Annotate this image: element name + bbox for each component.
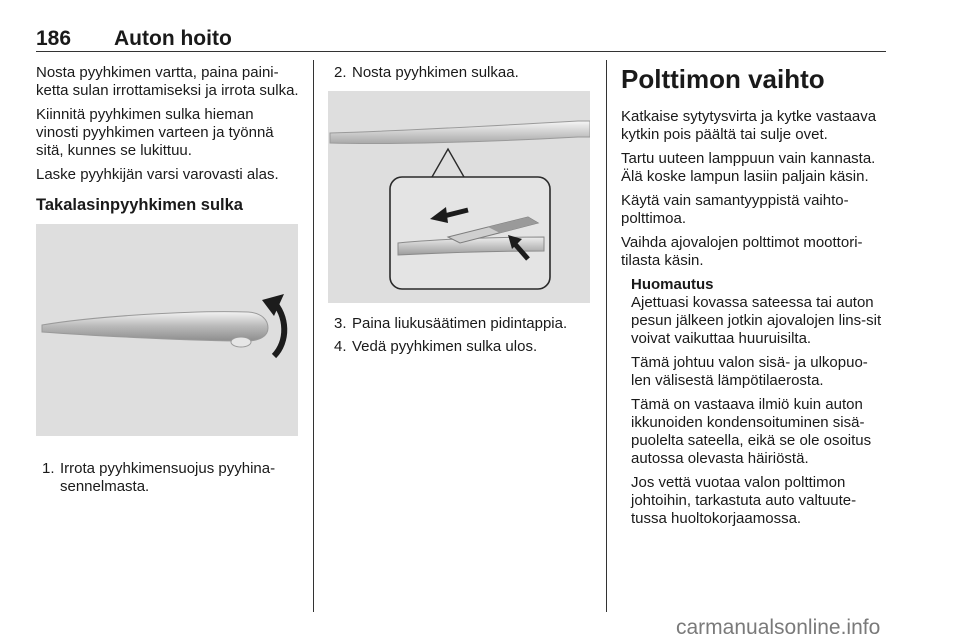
step-text: Nosta pyyhkimen sulkaa. [352, 64, 519, 81]
steps-list [36, 460, 300, 496]
chapter-title: Auton hoito [114, 27, 232, 50]
step-number: 3. [334, 315, 347, 332]
paragraph: Katkaise sytytysvirta ja kytke vastaava kytkin pois päältä tai sulje ovet. [621, 108, 877, 143]
paragraph: Vaihda ajovalojen polttimot moottori-tilasta käsin. [621, 234, 863, 269]
wiper-blade-detail-illustration [328, 91, 590, 303]
column-divider-1 [313, 60, 314, 612]
note-paragraph: Ajettuasi kovassa sateessa tai auton pesun jälkeen jotkin ajovalojen lins-sit voivat vaikuttaa huuruisilta. [631, 294, 882, 347]
paragraph: Käytä vain samantyyppistä vaihto-polttimoa. [621, 192, 849, 227]
list-item [328, 338, 594, 356]
paragraph: Kiinnitä pyyhkimen sulka hieman vinosti pyyhkimen varteen ja työnnä sitä, kunnes se lukittuu. [36, 106, 274, 159]
note-paragraph: Tämä on vastaava ilmiö kuin auton ikkunoiden kondensoituminen sisä-puolelta sateella, eikä se ole osoitus autossa olevasta häiriöstä. [631, 396, 872, 467]
list-item [36, 460, 300, 496]
note-paragraph: Tämä johtuu valon sisä- ja ulkopuo-len välisestä lämpötilaerosta. [631, 354, 868, 389]
column-3 [621, 64, 887, 534]
steps-list-top [328, 64, 594, 82]
section-heading: Polttimon vaihto [621, 64, 825, 94]
step-text: Paina liukusäätimen pidintappia. [352, 315, 568, 332]
step-text: Vedä pyyhkimen sulka ulos. [352, 338, 538, 355]
rear-wiper-arm-illustration [36, 224, 298, 436]
step-number: 4. [334, 338, 347, 355]
column-2 [328, 64, 594, 361]
steps-list-bottom [328, 315, 594, 356]
page-number: 186 [36, 27, 72, 50]
step-text: Irrota pyyhkimensuojus pyyhina-sennelmasta. [60, 460, 276, 495]
step-number: 1. [42, 460, 55, 477]
paragraph: Nosta pyyhkimen vartta, paina paini-ketta sulan irrottamiseksi ja irrota sulka. [36, 64, 299, 99]
list-item [328, 64, 594, 82]
list-item [328, 315, 594, 333]
page-header [36, 24, 886, 52]
section-heading: Takalasinpyyhkimen sulka [36, 196, 243, 214]
note-title: Huomautus [631, 276, 714, 293]
header-divider [36, 51, 886, 52]
step-number: 2. [334, 64, 347, 81]
column-divider-2 [606, 60, 607, 612]
paragraph: Tartu uuteen lamppuun vain kannasta. Älä koske lampun lasiin paljain käsin. [621, 150, 876, 185]
column-1 [36, 64, 300, 501]
watermark: carmanualsonline.info [676, 616, 881, 639]
note-box [631, 276, 887, 528]
note-paragraph: Jos vettä vuotaa valon polttimon johtoihin, tarkastuta auto valtuute-tussa huoltokorjaamossa. [631, 474, 857, 527]
paragraph: Laske pyyhkijän varsi varovasti alas. [36, 166, 279, 183]
